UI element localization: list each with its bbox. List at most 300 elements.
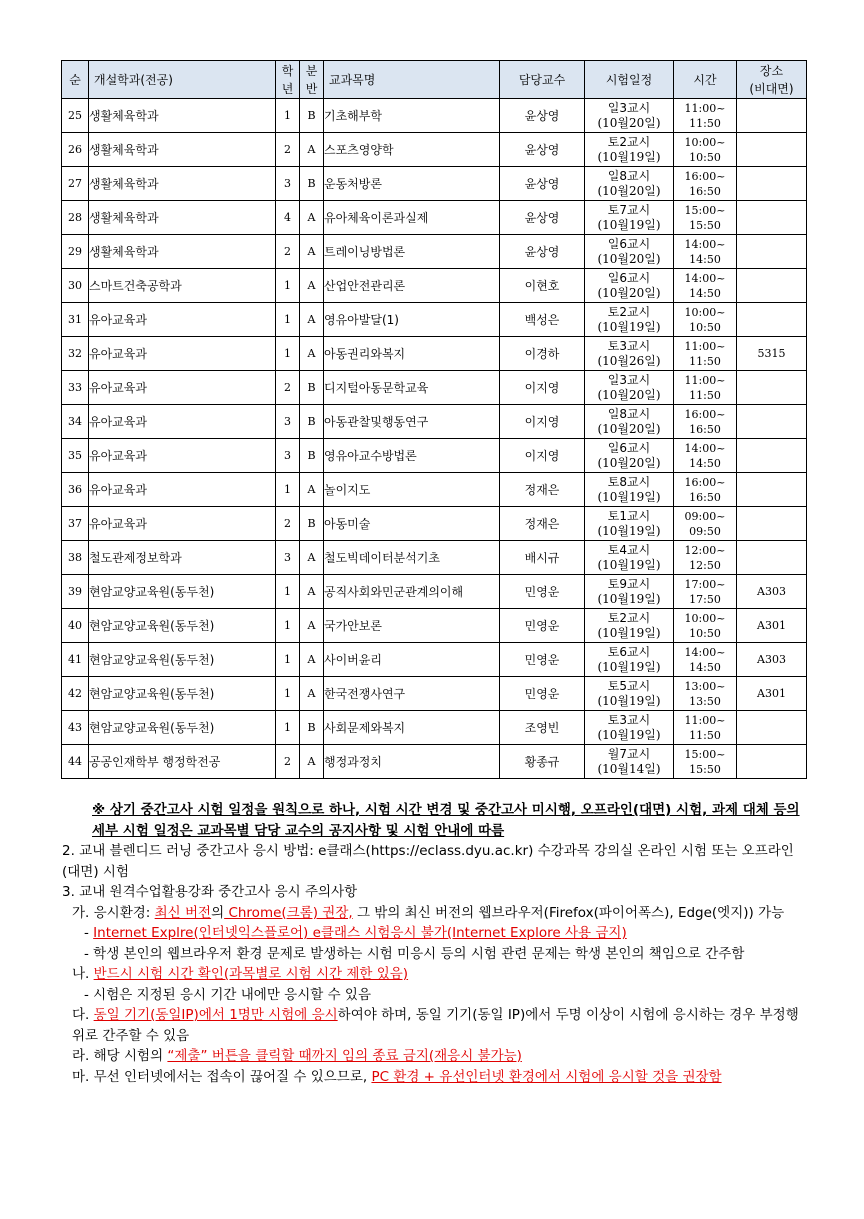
schedule-period: 토6교시 [607,644,651,659]
table-row [62,133,807,167]
schedule-date: (10월19일) [597,217,661,232]
schedule-date: (10월19일) [597,625,661,640]
row-prof: 정재은 [500,473,585,507]
row-schedule [585,711,674,745]
note-remote-heading: 3. 교내 원격수업활용강좌 중간고사 응시 주의사항 [62,884,358,900]
row-schedule [585,609,674,643]
row-year: 1 [276,473,300,507]
time-end: 10:50 [689,320,721,334]
row-no: 29 [62,235,89,269]
row-class: B [300,405,324,439]
row-year: 3 [276,167,300,201]
schedule-date: (10월19일) [597,591,661,606]
row-course: 국가안보론 [324,609,500,643]
table-row [62,473,807,507]
row-time [674,473,737,507]
row-class: A [300,745,324,779]
row-prof: 민영운 [500,575,585,609]
table-row [62,167,807,201]
row-year: 2 [276,133,300,167]
row-dept: 생활체육학과 [89,201,276,235]
row-room [737,167,807,201]
time-end: 11:50 [689,728,721,742]
row-no: 27 [62,167,89,201]
row-room: A303 [737,643,807,677]
row-prof: 황종규 [500,745,585,779]
time-start: 14:00~ [684,237,726,251]
row-no: 26 [62,133,89,167]
row-class: A [300,575,324,609]
schedule-date: (10월20일) [597,285,661,300]
row-prof: 조영빈 [500,711,585,745]
row-dept: 유아교육과 [89,439,276,473]
time-start: 14:00~ [684,645,726,659]
time-start: 11:00~ [684,339,726,353]
time-end: 11:50 [689,116,721,130]
row-prof: 윤상영 [500,201,585,235]
table-row [62,711,807,745]
table-row [62,269,807,303]
row-course: 영유아교수방법론 [324,439,500,473]
schedule-date: (10월19일) [597,149,661,164]
schedule-period: 토9교시 [607,576,651,591]
header-room: 장소 (비대면) [737,61,807,99]
row-no: 38 [62,541,89,575]
row-time [674,745,737,779]
row-schedule [585,507,674,541]
row-prof: 배시규 [500,541,585,575]
note-ra: 라. 해당 시험의 “제출” 버튼을 클릭할 때까지 임의 종료 금지(재응시 불가능) [72,1048,522,1064]
row-class: A [300,303,324,337]
row-course: 스포츠영양학 [324,133,500,167]
row-time [674,337,737,371]
time-end: 16:50 [689,184,721,198]
schedule-period: 일6교시 [607,236,651,251]
row-no: 41 [62,643,89,677]
time-start: 16:00~ [684,169,726,183]
row-room [737,201,807,235]
schedule-period: 일3교시 [607,372,651,387]
schedule-period: 월7교시 [607,746,651,761]
row-room [737,711,807,745]
time-end: 15:50 [689,218,721,232]
header-schedule: 시험일정 [585,61,674,99]
row-dept: 유아교육과 [89,371,276,405]
header-no: 순 [62,61,89,99]
schedule-period: 일6교시 [607,270,651,285]
time-end: 10:50 [689,626,721,640]
note-da: 다. 동일 기기(동일IP)에서 1명만 시험에 응시하여야 하며, 동일 기기(동일 IP)에서 두명 이상이 시험에 응시하는 경우 부정행위로 간주할 수 있음 [72,1007,799,1044]
row-year: 4 [276,201,300,235]
schedule-period: 토2교시 [607,610,651,625]
time-end: 14:50 [689,252,721,266]
row-course: 아동관찰및행동연구 [324,405,500,439]
time-end: 16:50 [689,490,721,504]
row-course: 공직사회와민군관계의이해 [324,575,500,609]
row-year: 2 [276,235,300,269]
row-schedule [585,405,674,439]
time-start: 15:00~ [684,747,726,761]
row-course: 산업안전관리론 [324,269,500,303]
row-room [737,541,807,575]
row-class: A [300,235,324,269]
row-dept: 유아교육과 [89,303,276,337]
header-year: 학 년 [276,61,300,99]
row-no: 28 [62,201,89,235]
table-row [62,745,807,779]
schedule-period: 토2교시 [607,134,651,149]
time-start: 10:00~ [684,611,726,625]
row-schedule [585,167,674,201]
time-end: 11:50 [689,354,721,368]
row-class: B [300,167,324,201]
row-time [674,303,737,337]
table-row [62,575,807,609]
row-no: 40 [62,609,89,643]
row-class: A [300,609,324,643]
row-course: 트레이닝방법론 [324,235,500,269]
table-body [62,99,807,779]
row-prof: 윤상영 [500,133,585,167]
note-ga-2: - 학생 본인의 웹브라우저 환경 문제로 발생하는 시험 미응시 등의 시험 관련 문제는 학생 본인의 책임으로 간주함 [84,945,745,962]
row-prof: 정재은 [500,507,585,541]
row-course: 사이버윤리 [324,643,500,677]
note-ga: 가. 응시환경: 최신 버전의 Chrome(크롬) 권장, 그 밖의 최신 버전의 웹브라우저(Firefox(파이어폭스), Edge(엣지)) 가능 [72,904,785,921]
row-no: 33 [62,371,89,405]
time-end: 12:50 [689,558,721,572]
row-class: B [300,99,324,133]
row-prof: 이지영 [500,405,585,439]
row-schedule [585,541,674,575]
schedule-date: (10월26일) [597,353,661,368]
schedule-period: 토8교시 [607,474,651,489]
row-class: A [300,201,324,235]
row-course: 철도빅데이터분석기초 [324,541,500,575]
table-header-row [62,61,807,99]
row-schedule [585,235,674,269]
table-row [62,337,807,371]
note-blended: 2. 교내 블렌디드 러닝 중간고사 응시 방법: e클래스(https://eclass.dyu.ac.kr) 수강과목 강의실 온라인 시험 또는 오프라인(대면) 시험 [62,843,794,880]
schedule-date: (10월19일) [597,523,661,538]
row-time [674,371,737,405]
time-end: 14:50 [689,456,721,470]
schedule-date: (10월19일) [597,727,661,742]
row-room: A301 [737,609,807,643]
row-dept: 생활체육학과 [89,133,276,167]
row-class: B [300,507,324,541]
row-class: A [300,541,324,575]
row-dept: 스마트건축공학과 [89,269,276,303]
note-disclaimer: ※ 상기 중간고사 시험 일정을 원칙으로 하나, 시험 시간 변경 및 중간고사 미시행, 오프라인(대면) 시험, 과제 대체 등의 세부 시험 일정은 교과목별 담당 교수의 공지사항 및 시험 안내에 따름 [92,802,800,839]
table-row [62,371,807,405]
row-time [674,99,737,133]
row-no: 43 [62,711,89,745]
row-dept: 현암교양교육원(동두천) [89,575,276,609]
row-time [674,541,737,575]
note-na: 나. 반드시 시험 시간 확인(과목별로 시험 시간 제한 있음) [72,966,409,982]
time-end: 16:50 [689,422,721,436]
row-year: 1 [276,575,300,609]
row-time [674,677,737,711]
row-prof: 윤상영 [500,235,585,269]
row-dept: 철도관제정보학과 [89,541,276,575]
time-start: 16:00~ [684,475,726,489]
schedule-period: 토2교시 [607,304,651,319]
row-course: 영유아발달(1) [324,303,500,337]
exam-schedule-table [61,60,807,779]
row-time [674,235,737,269]
row-course: 아동권리와복지 [324,337,500,371]
schedule-period: 일6교시 [607,440,651,455]
row-year: 1 [276,99,300,133]
table-row [62,99,807,133]
row-room [737,99,807,133]
row-prof: 이현호 [500,269,585,303]
row-year: 1 [276,609,300,643]
row-no: 34 [62,405,89,439]
time-end: 15:50 [689,762,721,776]
schedule-period: 일3교시 [607,100,651,115]
schedule-period: 토7교시 [607,202,651,217]
schedule-period: 토4교시 [607,542,651,557]
schedule-period: 일8교시 [607,168,651,183]
row-course: 디지털아동문학교육 [324,371,500,405]
row-time [674,609,737,643]
row-course: 사회문제와복지 [324,711,500,745]
row-course: 놀이지도 [324,473,500,507]
row-time [674,439,737,473]
row-prof: 이경하 [500,337,585,371]
schedule-table-wrapper [61,60,806,779]
row-course: 행정과정치 [324,745,500,779]
row-year: 2 [276,371,300,405]
row-class: A [300,473,324,507]
row-year: 3 [276,541,300,575]
row-year: 1 [276,711,300,745]
row-schedule [585,133,674,167]
row-year: 1 [276,337,300,371]
row-schedule [585,371,674,405]
row-class: A [300,643,324,677]
row-room [737,303,807,337]
row-schedule [585,745,674,779]
row-time [674,643,737,677]
table-row [62,303,807,337]
schedule-period: 토5교시 [607,678,651,693]
row-no: 42 [62,677,89,711]
row-time [674,133,737,167]
schedule-date: (10월20일) [597,455,661,470]
row-dept: 생활체육학과 [89,167,276,201]
row-class: B [300,371,324,405]
table-row [62,541,807,575]
row-dept: 현암교양교육원(동두천) [89,677,276,711]
row-prof: 민영운 [500,643,585,677]
row-room [737,405,807,439]
row-prof: 윤상영 [500,99,585,133]
row-year: 1 [276,643,300,677]
row-year: 3 [276,439,300,473]
time-start: 10:00~ [684,135,726,149]
row-schedule [585,99,674,133]
time-start: 09:00~ [684,509,726,523]
row-room: 5315 [737,337,807,371]
schedule-date: (10월19일) [597,693,661,708]
row-course: 운동처방론 [324,167,500,201]
table-row [62,235,807,269]
row-prof: 백성은 [500,303,585,337]
time-start: 12:00~ [684,543,726,557]
schedule-date: (10월20일) [597,251,661,266]
time-end: 14:50 [689,286,721,300]
row-no: 32 [62,337,89,371]
schedule-date: (10월19일) [597,319,661,334]
row-room [737,507,807,541]
row-schedule [585,201,674,235]
row-time [674,405,737,439]
schedule-period: 일8교시 [607,406,651,421]
row-prof: 이지영 [500,371,585,405]
row-time [674,201,737,235]
row-dept: 현암교양교육원(동두천) [89,711,276,745]
row-dept: 공공인재학부 행정학전공 [89,745,276,779]
row-class: A [300,677,324,711]
row-no: 35 [62,439,89,473]
row-time [674,507,737,541]
row-prof: 민영운 [500,609,585,643]
time-start: 13:00~ [684,679,726,693]
row-prof: 윤상영 [500,167,585,201]
row-course: 유아체육이론과실제 [324,201,500,235]
time-start: 15:00~ [684,203,726,217]
row-schedule [585,337,674,371]
row-room [737,133,807,167]
schedule-date: (10월20일) [597,421,661,436]
row-year: 1 [276,303,300,337]
row-time [674,167,737,201]
row-dept: 현암교양교육원(동두천) [89,609,276,643]
time-end: 13:50 [689,694,721,708]
row-dept: 유아교육과 [89,473,276,507]
table-row [62,405,807,439]
row-year: 1 [276,677,300,711]
time-end: 09:50 [689,524,721,538]
header-prof: 담당교수 [500,61,585,99]
row-class: A [300,337,324,371]
time-start: 14:00~ [684,441,726,455]
time-start: 11:00~ [684,373,726,387]
time-start: 11:00~ [684,101,726,115]
schedule-date: (10월19일) [597,489,661,504]
row-room [737,235,807,269]
row-dept: 생활체육학과 [89,99,276,133]
row-schedule [585,269,674,303]
time-end: 17:50 [689,592,721,606]
row-no: 39 [62,575,89,609]
row-no: 25 [62,99,89,133]
note-na-1: - 시험은 지정된 응시 기간 내에만 응시할 수 있음 [84,986,371,1003]
schedule-period: 토3교시 [607,712,651,727]
header-course: 교과목명 [324,61,500,99]
exam-notes [62,800,807,1087]
header-dept: 개설학과(전공) [89,61,276,99]
row-time [674,711,737,745]
time-end: 10:50 [689,150,721,164]
row-year: 3 [276,405,300,439]
row-class: A [300,269,324,303]
row-dept: 유아교육과 [89,507,276,541]
row-class: B [300,711,324,745]
row-room [737,371,807,405]
time-start: 17:00~ [684,577,726,591]
row-schedule [585,473,674,507]
row-room [737,745,807,779]
time-start: 10:00~ [684,305,726,319]
row-room [737,269,807,303]
schedule-date: (10월14일) [597,761,661,776]
schedule-date: (10월20일) [597,387,661,402]
row-course: 아동미술 [324,507,500,541]
row-class: B [300,439,324,473]
header-class: 분 반 [300,61,324,99]
time-end: 11:50 [689,388,721,402]
row-no: 31 [62,303,89,337]
time-start: 14:00~ [684,271,726,285]
row-schedule [585,643,674,677]
row-schedule [585,575,674,609]
schedule-period: 토3교시 [607,338,651,353]
row-prof: 이지영 [500,439,585,473]
time-start: 11:00~ [684,713,726,727]
row-year: 1 [276,269,300,303]
note-ma: 마. 무선 인터넷에서는 접속이 끊어질 수 있으므로, PC 환경 + 유선인터넷 환경에서 시험에 응시할 것을 권장함 [72,1068,722,1085]
schedule-date: (10월19일) [597,557,661,572]
row-course: 기초해부학 [324,99,500,133]
row-no: 30 [62,269,89,303]
row-room: A303 [737,575,807,609]
row-no: 44 [62,745,89,779]
table-row [62,201,807,235]
row-course: 한국전쟁사연구 [324,677,500,711]
schedule-date: (10월19일) [597,659,661,674]
row-dept: 현암교양교육원(동두천) [89,643,276,677]
header-time: 시간 [674,61,737,99]
row-schedule [585,677,674,711]
row-year: 2 [276,507,300,541]
table-row [62,507,807,541]
row-schedule [585,303,674,337]
time-end: 14:50 [689,660,721,674]
table-row [62,439,807,473]
schedule-period: 토1교시 [607,508,651,523]
row-no: 36 [62,473,89,507]
row-room: A301 [737,677,807,711]
row-no: 37 [62,507,89,541]
table-row [62,609,807,643]
note-ga-1: - Internet Explre(인터넷익스플로어) e클래스 시험응시 불가(Internet Explore 사용 금지) [84,925,627,941]
row-dept: 유아교육과 [89,405,276,439]
row-dept: 유아교육과 [89,337,276,371]
table-row [62,643,807,677]
row-dept: 생활체육학과 [89,235,276,269]
row-schedule [585,439,674,473]
row-room [737,473,807,507]
row-year: 2 [276,745,300,779]
time-start: 16:00~ [684,407,726,421]
schedule-date: (10월20일) [597,115,661,130]
row-time [674,575,737,609]
row-prof: 민영운 [500,677,585,711]
